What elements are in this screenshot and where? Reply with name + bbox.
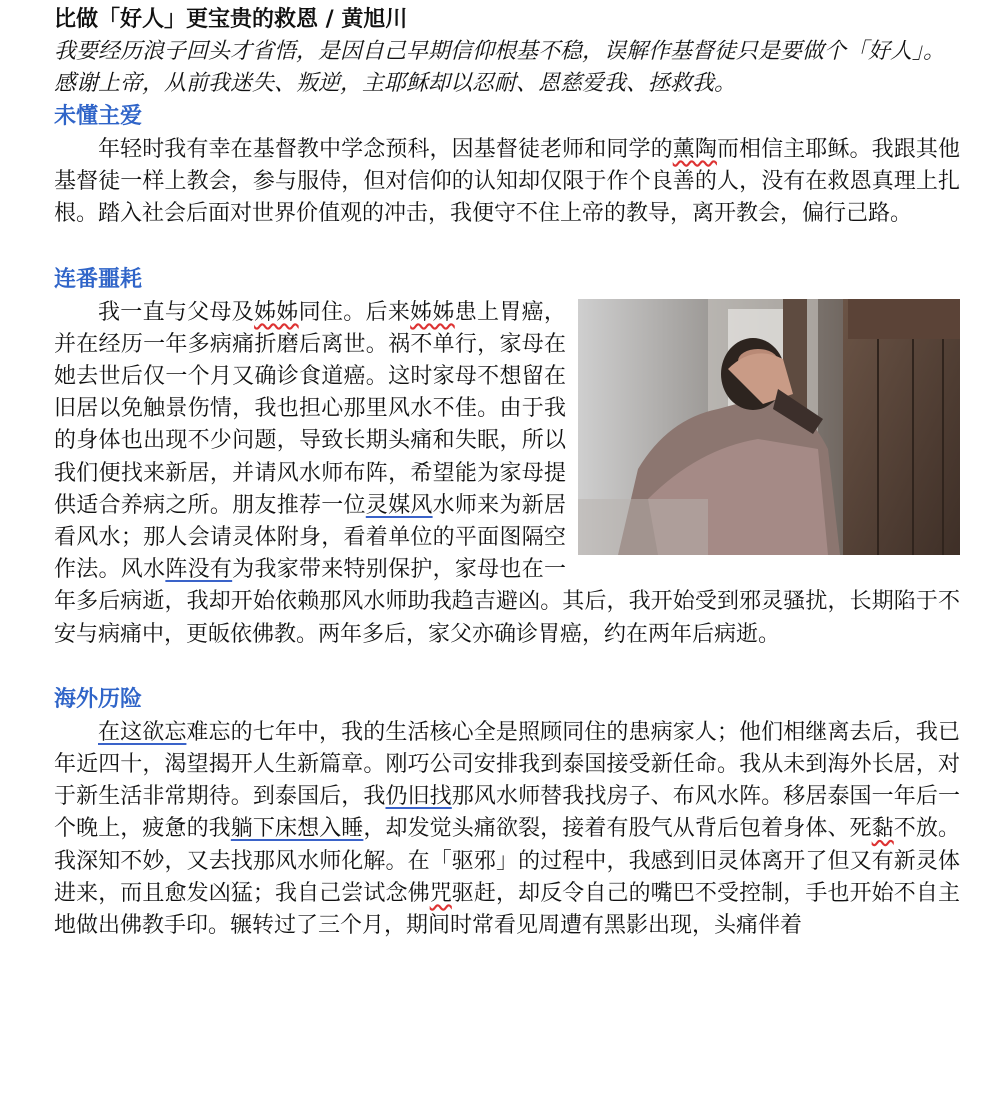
underlined-word: 薰陶 [672, 137, 717, 162]
underlined-word: 咒 [429, 880, 452, 906]
spacer [54, 651, 960, 683]
article-lead: 我要经历浪子回头才省悟，是因自己早期信仰根基不稳，误解作基督徒只是要做个「好人」。感谢上帝，从前我迷失、叛逆，主耶稣却以忍耐、恩慈爱我、拯救我。 [54, 39, 946, 96]
section-heading-3: 海外历险 [54, 686, 143, 712]
underlined-word: 黏 [871, 816, 894, 842]
underlined-word: 姊姊 [410, 299, 455, 325]
underlined-word: 姊姊 [254, 299, 299, 325]
spacer [54, 231, 960, 263]
section-2-paragraph: 我一直与父母及姊姊同住。后来姊姊患上胃癌，并在经历一年多病痛折磨后离世。祸不单行，家母在她去世后仅一个月又确诊食道癌。这时家母不想留在旧居以免触景伤情，我也担心那里风水不佳。由于我的身体也出现不少问题，导致长期头痛和失眠，所以我们便找来新居，并请风水师布阵，希望能为家母提供适合养病之所。朋友推荐一位灵媒风水师来为新居看风水；那人会请灵体附身，看着单位的平面图隔空作法。风水阵没有为我家带来特别保护，家母也在一年多后病逝，我却开始依赖那风水师助我趋吉避凶。其后，我开始受到邪灵骚扰，长期陷于不安与病痛中，更皈依佛教。两年多后，家父亦确诊胃癌，约在两年后病逝。 [54, 299, 960, 647]
woman-covering-face-photo [578, 299, 960, 555]
underlined-word: 在这欲忘 [98, 719, 187, 745]
article [54, 4, 960, 942]
article-title: 比做「好人」更宝贵的救恩 / 黄旭川 [54, 7, 408, 32]
section-3-paragraph: 在这欲忘难忘的七年中，我的生活核心全是照顾同住的患病家人；他们相继离去后，我已年近四十，渴望揭开人生新篇章。刚巧公司安排我到泰国接受新任命。我从未到海外长居，对于新生活非常期待。到泰国后，我仍旧找那风水师替我找房子、布风水阵。移居泰国一年后一个晚上，疲惫的我躺下床想入睡，却发觉头痛欲裂，接着有股气从背后包着身体、死黏不放。我深知不妙，又去找那风水师化解。在「驱邪」的过程中，我感到旧灵体离开了但又有新灵体进来，而且愈发凶猛；我自己尝试念佛咒驱赶，却反令自己的嘴巴不受控制，手也开始不自主地做出佛教手印。辗转过了三个月，期间时常看见周遭有黑影出现，头痛伴着 [54, 719, 960, 939]
section-heading-1: 未懂主爱 [54, 104, 143, 129]
underlined-word: 仍旧找 [385, 784, 452, 810]
underlined-word: 灵媒风 [365, 492, 433, 518]
section-1-paragraph: 年轻时我有幸在基督教中学念预科，因基督徒老师和同学的薰陶而相信主耶稣。我跟其他基督徒一样上教会，参与服侍，但对信仰的认知却仅限于作个良善的人，没有在救恩真理上扎根。踏入社会后面对世界价值观的冲击，我便守不住上帝的教导，离开教会，偏行己路。 [54, 137, 960, 227]
underlined-word: 躺下床想入睡 [230, 816, 364, 842]
section-heading-2: 连番噩耗 [54, 266, 143, 292]
underlined-word: 阵没有 [165, 557, 233, 583]
